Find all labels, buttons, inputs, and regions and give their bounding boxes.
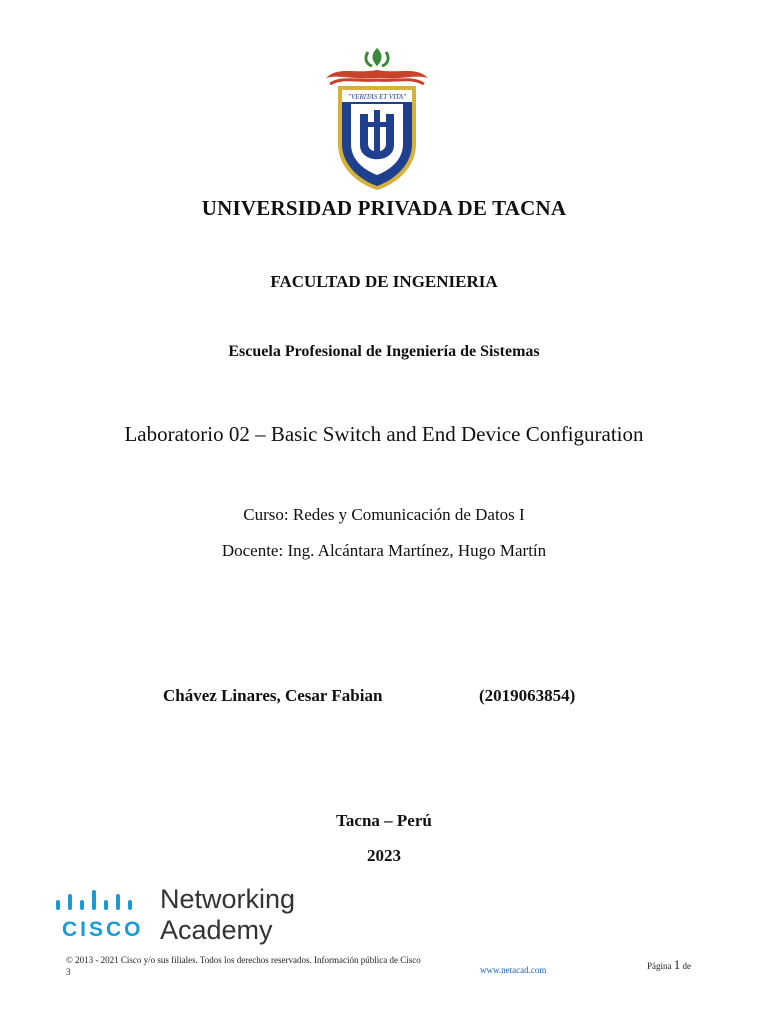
footer-copyright bbox=[66, 954, 468, 978]
footer-url-link[interactable]: www.netacad.com bbox=[480, 965, 547, 975]
footer-copyright-text: © 2013 - 2021 Cisco y/o sus filiales. Todos los derechos reservados. Información pública de Cisco bbox=[66, 955, 421, 965]
cisco-networking-academy-logo bbox=[54, 884, 314, 948]
university-crest-logo bbox=[324, 44, 430, 192]
page-of: de bbox=[682, 961, 691, 971]
crest-motto: "VERITAS ET VITA" bbox=[348, 93, 406, 101]
networking-text: Networking bbox=[160, 884, 296, 914]
page-number: 1 bbox=[673, 957, 681, 972]
student-name: Chávez Linares, Cesar Fabian bbox=[163, 686, 383, 705]
student-id: (2019063854) bbox=[479, 686, 576, 705]
page-label: Página bbox=[647, 961, 672, 971]
footer-copyright-cont: 3 bbox=[66, 967, 71, 977]
city-country: Tacna – Perú bbox=[336, 811, 432, 830]
cisco-wordmark: CISCO bbox=[62, 918, 144, 941]
footer-page-number bbox=[647, 957, 691, 973]
course-line: Curso: Redes y Comunicación de Datos I bbox=[243, 505, 525, 524]
cisco-bars-icon bbox=[54, 890, 150, 914]
university-name: UNIVERSIDAD PRIVADA DE TACNA bbox=[201, 196, 567, 220]
academy-text: Academy bbox=[160, 915, 273, 945]
school-name: Escuela Profesional de Ingeniería de Sistemas bbox=[228, 343, 540, 360]
lab-title: Laboratorio 02 – Basic Switch and End Device Configuration bbox=[124, 422, 644, 446]
teacher-line: Docente: Ing. Alcántara Martínez, Hugo Martín bbox=[221, 541, 547, 560]
document-year: 2023 bbox=[367, 846, 401, 865]
faculty-name: FACULTAD DE INGENIERIA bbox=[270, 272, 498, 291]
